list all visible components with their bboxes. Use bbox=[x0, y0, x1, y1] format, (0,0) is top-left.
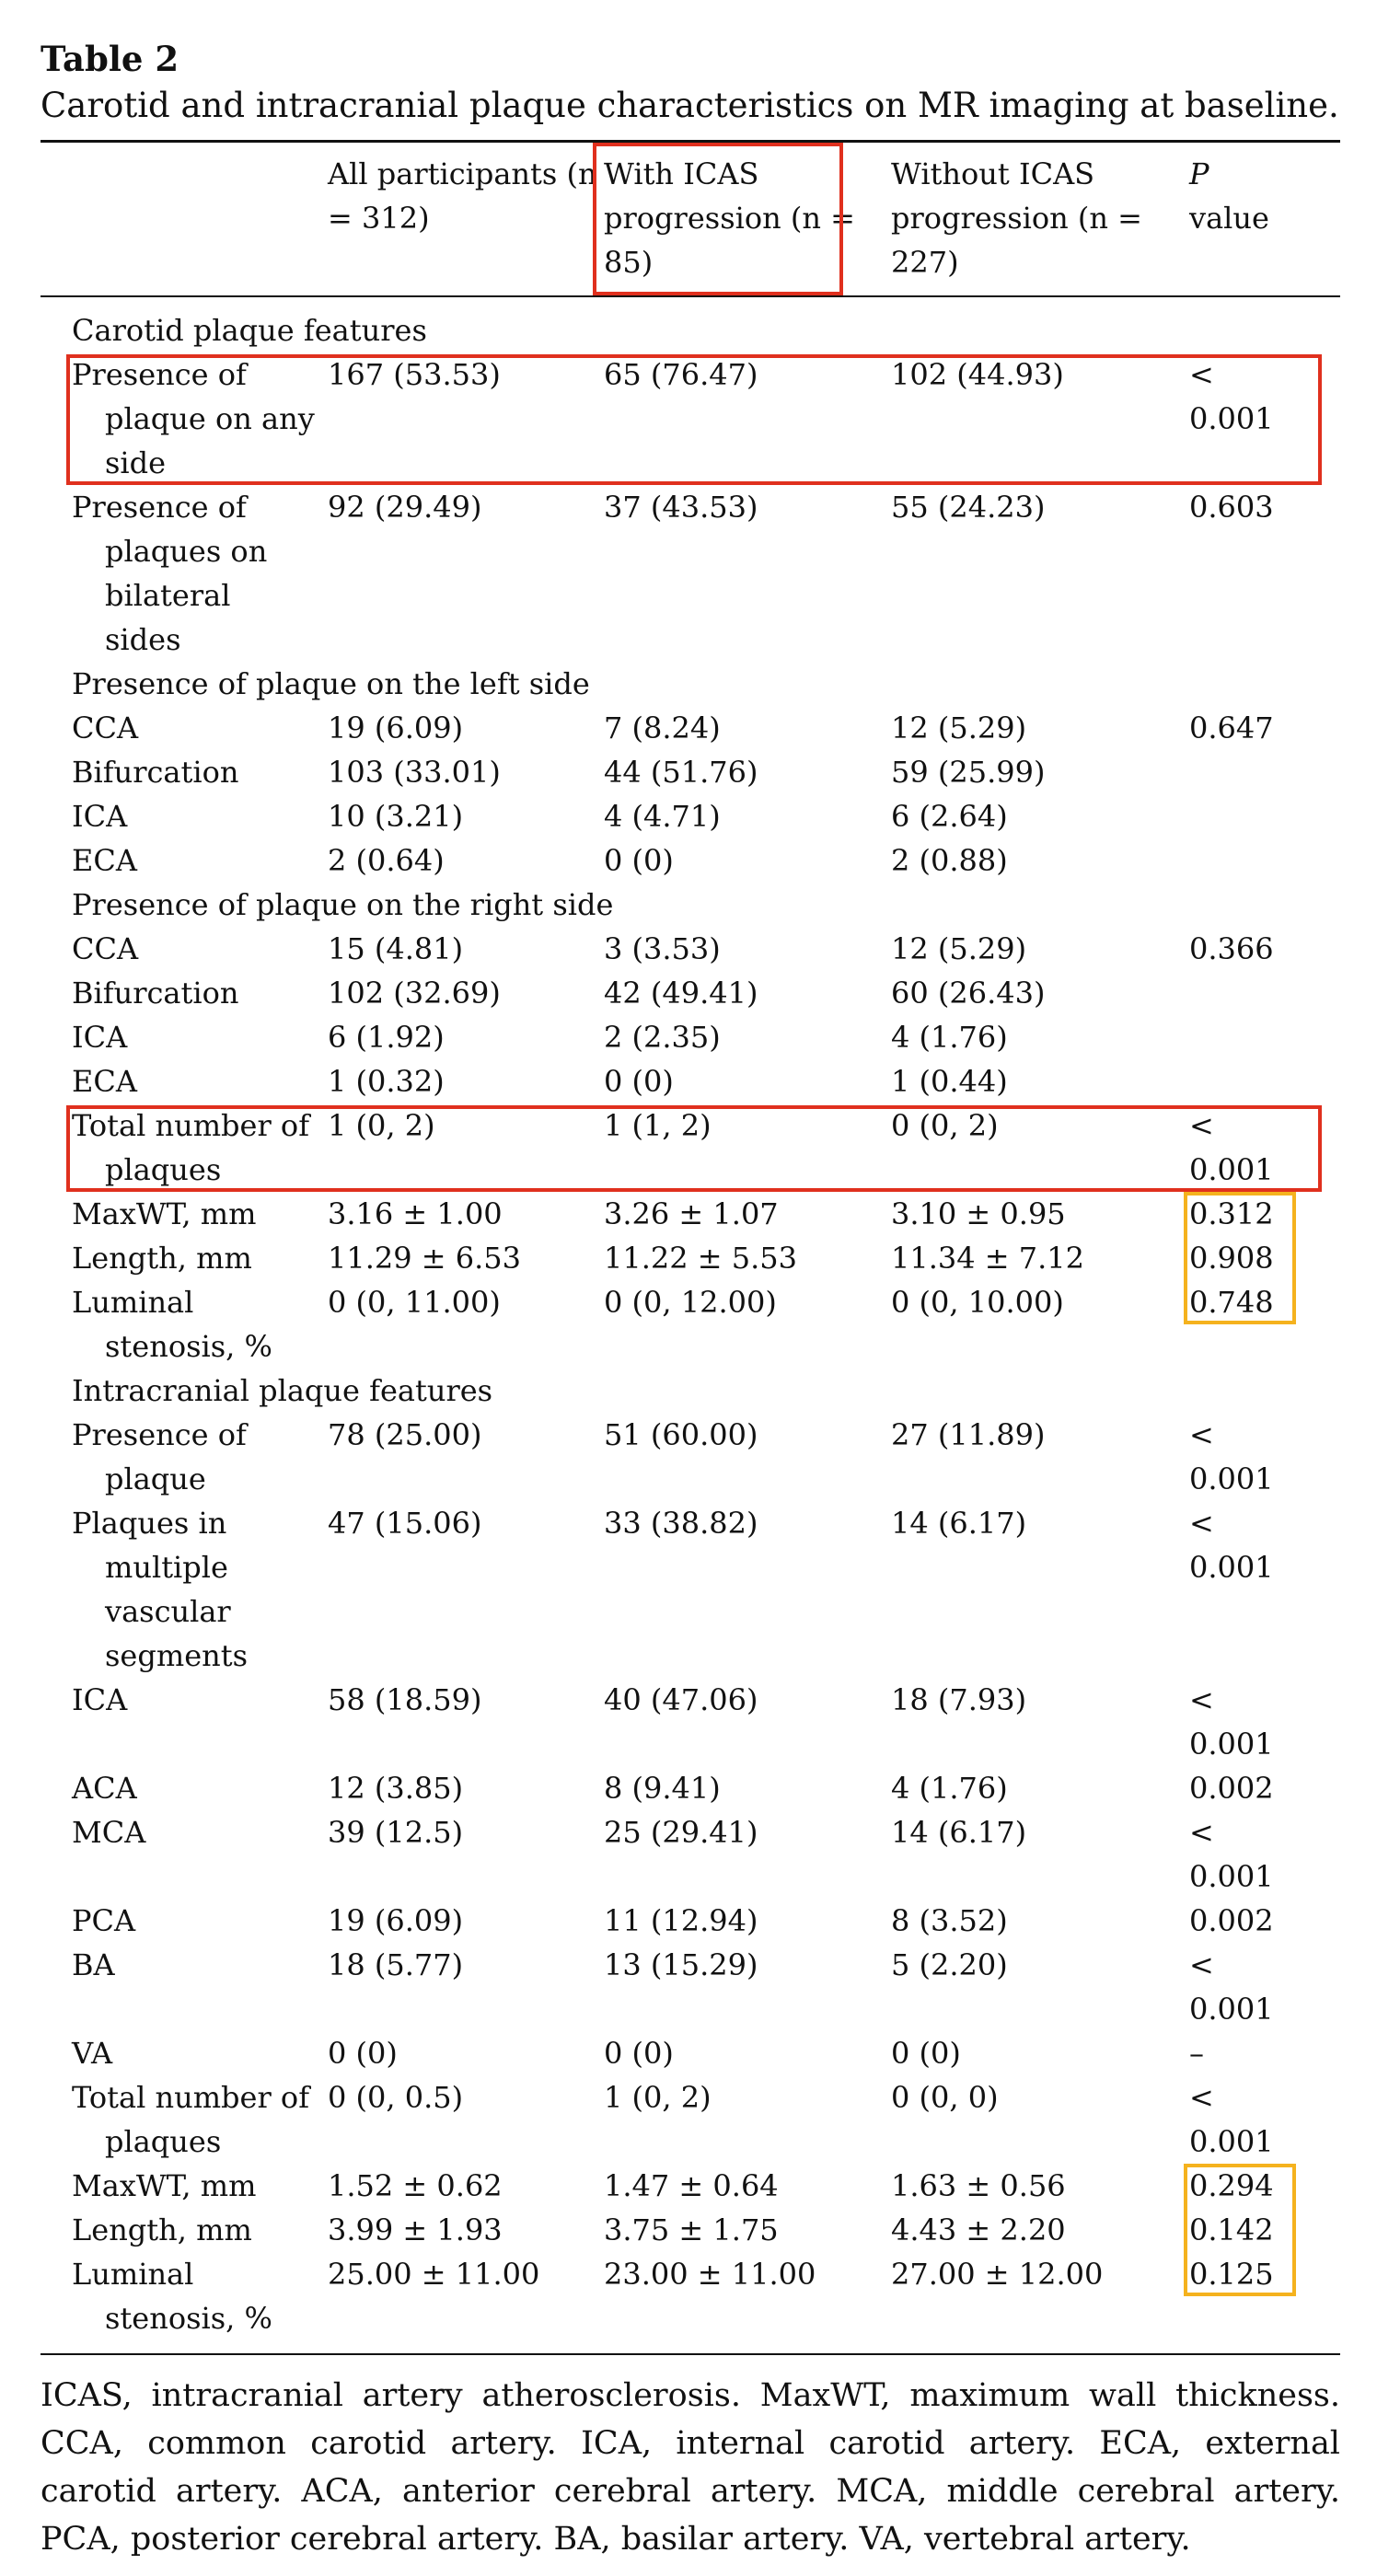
cell-p: – bbox=[1189, 2036, 1204, 2071]
cell-without: 0 (0, 2) bbox=[891, 1108, 999, 1143]
cell-p: < 0.001 bbox=[1189, 1506, 1274, 1585]
row-label: Luminal stenosis, % bbox=[72, 2257, 272, 2336]
table-row bbox=[40, 794, 1340, 838]
cell-without: 3.10 ± 0.95 bbox=[891, 1196, 1066, 1231]
header-p-letter: P bbox=[1189, 156, 1209, 191]
cell-p: 0.002 bbox=[1189, 1771, 1274, 1806]
cell-with: 1.47 ± 0.64 bbox=[604, 2168, 779, 2203]
table-row bbox=[40, 1103, 1340, 1192]
cell-without: 102 (44.93) bbox=[891, 357, 1064, 392]
cell-without: 14 (6.17) bbox=[891, 1506, 1027, 1541]
section-row bbox=[40, 1369, 1340, 1413]
section-left-side: Presence of plaque on the left side bbox=[72, 666, 590, 701]
header-row bbox=[40, 143, 1340, 295]
header-empty bbox=[40, 143, 328, 295]
cell-p bbox=[1189, 1059, 1340, 1103]
cell-without: 6 (2.64) bbox=[891, 799, 1008, 834]
row-label: MCA bbox=[72, 1815, 146, 1850]
cell-all: 102 (32.69) bbox=[328, 976, 501, 1011]
row-label: Bifurcation bbox=[72, 755, 239, 790]
cell-with: 0 (0) bbox=[604, 843, 674, 878]
cell-p: 0.908 bbox=[1189, 1241, 1274, 1276]
plaque-characteristics-body bbox=[40, 297, 1340, 2353]
row-label: MaxWT, mm bbox=[72, 1196, 257, 1231]
cell-with: 40 (47.06) bbox=[604, 1682, 758, 1717]
table-row bbox=[40, 1678, 1340, 1766]
cell-with: 23.00 ± 11.00 bbox=[604, 2257, 816, 2292]
table-row bbox=[40, 1943, 1340, 2031]
cell-all: 0 (0, 11.00) bbox=[328, 1285, 501, 1320]
cell-p: 0.002 bbox=[1189, 1903, 1274, 1938]
cell-without: 4.43 ± 2.20 bbox=[891, 2212, 1066, 2247]
cell-all: 103 (33.01) bbox=[328, 755, 501, 790]
cell-all: 78 (25.00) bbox=[328, 1417, 482, 1452]
cell-all: 39 (12.5) bbox=[328, 1815, 464, 1850]
row-label: CCA bbox=[72, 710, 139, 745]
cell-without: 1.63 ± 0.56 bbox=[891, 2168, 1066, 2203]
row-label: PCA bbox=[72, 1903, 136, 1938]
cell-p bbox=[1189, 1015, 1340, 1059]
row-label: Plaques in multiple vascular segments bbox=[72, 1506, 249, 1673]
cell-p: 0.125 bbox=[1189, 2257, 1274, 2292]
row-label: Luminal stenosis, % bbox=[72, 1285, 272, 1364]
section-row bbox=[40, 297, 1340, 352]
row-label: ICA bbox=[72, 799, 128, 834]
row-label: CCA bbox=[72, 931, 139, 966]
row-label: Total number of plaques bbox=[72, 1108, 310, 1187]
cell-with: 25 (29.41) bbox=[604, 1815, 758, 1850]
cell-with: 0 (0) bbox=[604, 2036, 674, 2071]
row-label: ECA bbox=[72, 843, 137, 878]
cell-with: 0 (0) bbox=[604, 1064, 674, 1099]
cell-p: 0.603 bbox=[1189, 490, 1274, 525]
cell-all: 47 (15.06) bbox=[328, 1506, 482, 1541]
cell-p: < 0.001 bbox=[1189, 1947, 1274, 2027]
bottom-rule bbox=[40, 2353, 1340, 2355]
cell-all: 0 (0, 0.5) bbox=[328, 2080, 464, 2115]
cell-with: 8 (9.41) bbox=[604, 1771, 721, 1806]
cell-with: 3 (3.53) bbox=[604, 931, 721, 966]
header-without-icas: Without ICAS progression (n = 227) bbox=[891, 156, 1142, 280]
table-row bbox=[40, 1899, 1340, 1943]
table-row bbox=[40, 838, 1340, 883]
cell-without: 0 (0, 10.00) bbox=[891, 1285, 1064, 1320]
table-row bbox=[40, 1501, 1340, 1678]
cell-all: 25.00 ± 11.00 bbox=[328, 2257, 540, 2292]
table-row bbox=[40, 1059, 1340, 1103]
row-label: ECA bbox=[72, 1064, 137, 1099]
header-with-icas: With ICAS progression (n = 85) bbox=[604, 156, 855, 280]
cell-with: 4 (4.71) bbox=[604, 799, 721, 834]
table-row bbox=[40, 2075, 1340, 2164]
plaque-characteristics-table bbox=[40, 143, 1340, 295]
cell-without: 4 (1.76) bbox=[891, 1771, 1008, 1806]
cell-p bbox=[1189, 750, 1340, 794]
table-row bbox=[40, 2208, 1340, 2252]
cell-all: 1 (0, 2) bbox=[328, 1108, 435, 1143]
cell-all: 58 (18.59) bbox=[328, 1682, 482, 1717]
row-label: ACA bbox=[72, 1771, 137, 1806]
cell-with: 13 (15.29) bbox=[604, 1947, 758, 1982]
cell-without: 60 (26.43) bbox=[891, 976, 1046, 1011]
cell-p: 0.312 bbox=[1189, 1196, 1274, 1231]
cell-all: 18 (5.77) bbox=[328, 1947, 464, 1982]
cell-without: 59 (25.99) bbox=[891, 755, 1046, 790]
cell-without: 18 (7.93) bbox=[891, 1682, 1027, 1717]
row-label: Length, mm bbox=[72, 1241, 252, 1276]
cell-without: 12 (5.29) bbox=[891, 931, 1027, 966]
cell-with: 7 (8.24) bbox=[604, 710, 721, 745]
cell-p: < 0.001 bbox=[1189, 1682, 1274, 1762]
table-row bbox=[40, 1766, 1340, 1810]
row-label: Length, mm bbox=[72, 2212, 252, 2247]
cell-all: 167 (53.53) bbox=[328, 357, 501, 392]
cell-all: 2 (0.64) bbox=[328, 843, 445, 878]
cell-without: 0 (0) bbox=[891, 2036, 961, 2071]
table-row bbox=[40, 927, 1340, 971]
table-row bbox=[40, 2031, 1340, 2075]
section-intracranial: Intracranial plaque features bbox=[72, 1373, 493, 1408]
cell-p: < 0.001 bbox=[1189, 2080, 1274, 2159]
table-row bbox=[40, 706, 1340, 750]
cell-all: 3.16 ± 1.00 bbox=[328, 1196, 503, 1231]
table-row bbox=[40, 1280, 1340, 1369]
table-row bbox=[40, 1236, 1340, 1280]
cell-p: 0.748 bbox=[1189, 1285, 1274, 1320]
cell-all: 19 (6.09) bbox=[328, 1903, 464, 1938]
table-row bbox=[40, 971, 1340, 1015]
cell-with: 37 (43.53) bbox=[604, 490, 758, 525]
cell-p bbox=[1189, 794, 1340, 838]
cell-all: 12 (3.85) bbox=[328, 1771, 464, 1806]
cell-all: 0 (0) bbox=[328, 2036, 398, 2071]
cell-p: < 0.001 bbox=[1189, 1815, 1274, 1894]
cell-all: 92 (29.49) bbox=[328, 490, 482, 525]
row-label: Total number of plaques bbox=[72, 2080, 310, 2159]
cell-with: 2 (2.35) bbox=[604, 1020, 721, 1055]
cell-without: 5 (2.20) bbox=[891, 1947, 1008, 1982]
cell-without: 27 (11.89) bbox=[891, 1417, 1046, 1452]
table-row bbox=[40, 2164, 1340, 2208]
cell-with: 3.75 ± 1.75 bbox=[604, 2212, 779, 2247]
cell-p bbox=[1189, 971, 1340, 1015]
row-label: Presence of plaque on any side bbox=[72, 357, 315, 480]
cell-p: 0.142 bbox=[1189, 2212, 1274, 2247]
table-row bbox=[40, 352, 1340, 485]
cell-p: 0.647 bbox=[1189, 710, 1274, 745]
cell-p: < 0.001 bbox=[1189, 1417, 1274, 1496]
cell-with: 33 (38.82) bbox=[604, 1506, 758, 1541]
table-footnote: ICAS, intracranial artery atherosclerosis. MaxWT, maximum wall thickness. CCA, common carotid artery. ICA, internal carotid artery. ECA, external carotid artery. ACA, anterior cerebral artery. MCA, middle cerebral artery. PCA, posterior cerebral artery. BA, basilar artery. VA, vertebral artery. bbox=[40, 2377, 1340, 2558]
cell-with: 0 (0, 12.00) bbox=[604, 1285, 777, 1320]
cell-without: 14 (6.17) bbox=[891, 1815, 1027, 1850]
row-label: ICA bbox=[72, 1682, 128, 1717]
cell-p: < 0.001 bbox=[1189, 357, 1274, 436]
cell-without: 4 (1.76) bbox=[891, 1020, 1008, 1055]
cell-with: 11.22 ± 5.53 bbox=[604, 1241, 798, 1276]
cell-without: 12 (5.29) bbox=[891, 710, 1027, 745]
row-label: VA bbox=[72, 2036, 113, 2071]
cell-without: 0 (0, 0) bbox=[891, 2080, 999, 2115]
table-row bbox=[40, 1810, 1340, 1899]
cell-with: 1 (0, 2) bbox=[604, 2080, 712, 2115]
table-label: Table 2 bbox=[40, 39, 179, 79]
header-all-participants: All participants (n = 312) bbox=[328, 156, 597, 236]
cell-without: 2 (0.88) bbox=[891, 843, 1008, 878]
cell-with: 65 (76.47) bbox=[604, 357, 758, 392]
table-row bbox=[40, 750, 1340, 794]
cell-with: 51 (60.00) bbox=[604, 1417, 758, 1452]
table-figure bbox=[40, 37, 1340, 2563]
cell-without: 27.00 ± 12.00 bbox=[891, 2257, 1104, 2292]
table-row bbox=[40, 1413, 1340, 1501]
cell-without: 8 (3.52) bbox=[891, 1903, 1008, 1938]
header-p-value bbox=[1189, 143, 1340, 295]
cell-with: 44 (51.76) bbox=[604, 755, 758, 790]
cell-all: 15 (4.81) bbox=[328, 931, 464, 966]
section-right-side: Presence of plaque on the right side bbox=[72, 887, 614, 922]
cell-without: 11.34 ± 7.12 bbox=[891, 1241, 1085, 1276]
header-p-rest: value bbox=[1189, 201, 1269, 236]
table-row bbox=[40, 2252, 1340, 2353]
row-label: MaxWT, mm bbox=[72, 2168, 257, 2203]
cell-all: 3.99 ± 1.93 bbox=[328, 2212, 503, 2247]
cell-with: 1 (1, 2) bbox=[604, 1108, 712, 1143]
cell-p: < 0.001 bbox=[1189, 1108, 1274, 1187]
cell-p: 0.366 bbox=[1189, 931, 1274, 966]
cell-all: 10 (3.21) bbox=[328, 799, 464, 834]
table-row bbox=[40, 1015, 1340, 1059]
table-row bbox=[40, 485, 1340, 662]
row-label: Presence of plaques on bilateral sides bbox=[72, 490, 268, 657]
section-carotid: Carotid plaque features bbox=[72, 313, 427, 348]
cell-with: 11 (12.94) bbox=[604, 1903, 758, 1938]
cell-with: 42 (49.41) bbox=[604, 976, 758, 1011]
row-label: Bifurcation bbox=[72, 976, 239, 1011]
cell-p bbox=[1189, 838, 1340, 883]
section-row bbox=[40, 662, 1340, 706]
row-label: Presence of plaque bbox=[72, 1417, 247, 1496]
cell-without: 1 (0.44) bbox=[891, 1064, 1008, 1099]
cell-without: 55 (24.23) bbox=[891, 490, 1046, 525]
cell-all: 11.29 ± 6.53 bbox=[328, 1241, 522, 1276]
table-row bbox=[40, 1192, 1340, 1236]
cell-all: 1 (0.32) bbox=[328, 1064, 445, 1099]
cell-all: 19 (6.09) bbox=[328, 710, 464, 745]
table-caption: Carotid and intracranial plaque characteristics on MR imaging at baseline. bbox=[40, 86, 1339, 125]
cell-p: 0.294 bbox=[1189, 2168, 1274, 2203]
cell-all: 1.52 ± 0.62 bbox=[328, 2168, 503, 2203]
cell-all: 6 (1.92) bbox=[328, 1020, 445, 1055]
row-label: ICA bbox=[72, 1020, 128, 1055]
row-label: BA bbox=[72, 1947, 115, 1982]
section-row bbox=[40, 883, 1340, 927]
cell-with: 3.26 ± 1.07 bbox=[604, 1196, 779, 1231]
